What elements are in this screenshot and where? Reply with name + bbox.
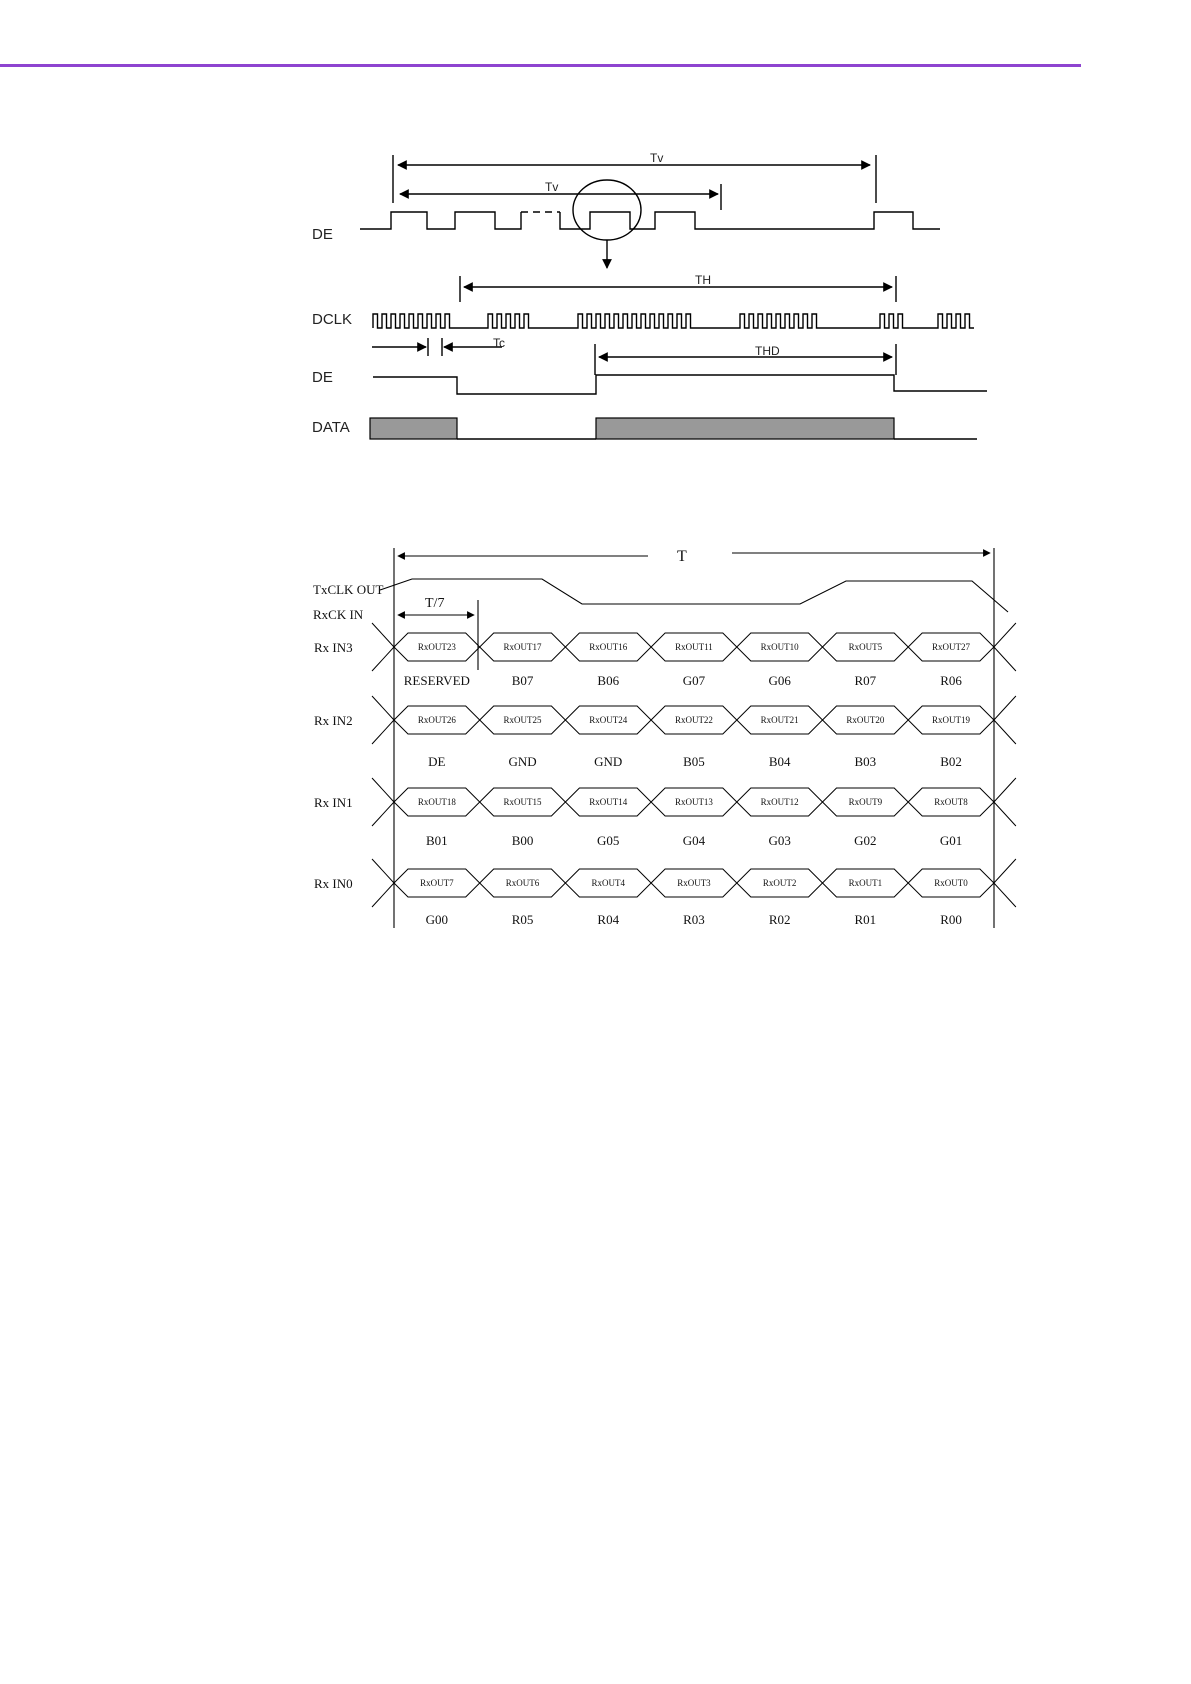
bit-assignment-label: G04 — [682, 833, 706, 848]
bit-assignment-label: R05 — [511, 912, 534, 927]
bit-assignment-label: GND — [508, 754, 537, 769]
bit-assignment-label: RESERVED — [403, 673, 470, 688]
bit-assignment-label: R03 — [683, 912, 705, 927]
txclk-waveform — [380, 579, 1008, 612]
bit-assignment-label: B06 — [597, 673, 620, 688]
bit-cell-label: RxOUT10 — [760, 642, 799, 652]
bit-cell-label: RxOUT27 — [932, 642, 971, 652]
bit-assignment-label: B04 — [768, 754, 791, 769]
lane-label: Rx IN3 — [314, 640, 353, 655]
lanes — [314, 623, 1016, 927]
bit-cell-label: RxOUT19 — [932, 715, 971, 725]
bit-assignment-label: R02 — [768, 912, 791, 927]
bit-assignment-label: GND — [594, 754, 623, 769]
lane-label: Rx IN2 — [314, 713, 353, 728]
bit-assignment-label: B05 — [683, 754, 705, 769]
bit-cell-label: RxOUT15 — [503, 797, 542, 807]
bit-cell-label: RxOUT1 — [848, 878, 883, 888]
bit-cell-label: RxOUT18 — [417, 797, 456, 807]
lane-left-crossing — [372, 778, 394, 826]
lane-label: Rx IN0 — [314, 876, 353, 891]
bit-assignment-label: R06 — [940, 673, 962, 688]
bit-assignment-label: DE — [428, 754, 446, 769]
thd-label: THD — [755, 344, 780, 358]
bit-assignment-label: R01 — [854, 912, 877, 927]
lane-left-crossing — [372, 696, 394, 744]
bit-cell-label: RxOUT7 — [420, 878, 454, 888]
bit-time-label: T/7 — [425, 596, 445, 611]
bit-cell-label: RxOUT4 — [591, 878, 625, 888]
bit-assignment-label: G07 — [682, 673, 706, 688]
bit-cell-label: RxOUT24 — [589, 715, 628, 725]
bit-assignment-label: B01 — [426, 833, 448, 848]
lane-left-crossing — [372, 859, 394, 907]
bit-cell-label: RxOUT20 — [846, 715, 885, 725]
dclk-label: DCLK — [312, 311, 353, 328]
bit-assignment-label: G02 — [854, 833, 877, 848]
lane-right-crossing — [994, 696, 1016, 744]
bit-cell-label: RxOUT17 — [503, 642, 542, 652]
bit-cell-label: RxOUT25 — [503, 715, 542, 725]
bit-cell-label: RxOUT0 — [934, 878, 968, 888]
bit-assignment-label: R04 — [597, 912, 620, 927]
bit-assignment-label: B03 — [854, 754, 877, 769]
rxck-label: RxCK IN — [313, 607, 364, 622]
lane-label: Rx IN1 — [314, 795, 353, 810]
bit-assignment-label: G03 — [768, 833, 791, 848]
data-label: DATA — [312, 419, 350, 436]
bit-cell-label: RxOUT16 — [589, 642, 628, 652]
bit-assignment-label: R07 — [854, 673, 877, 688]
de-bottom-label: DE — [312, 369, 333, 386]
th-label: TH — [695, 273, 711, 287]
tv-outer-label: Tv — [650, 151, 664, 165]
bit-cell-label: RxOUT5 — [848, 642, 883, 652]
bit-cell-label: RxOUT23 — [417, 642, 456, 652]
bit-cell-label: RxOUT2 — [762, 878, 797, 888]
bit-assignment-label: G05 — [597, 833, 620, 848]
bit-assignment-label: G06 — [768, 673, 791, 688]
bit-cell-label: RxOUT21 — [760, 715, 799, 725]
lane-right-crossing — [994, 778, 1016, 826]
bit-assignment-label: B00 — [511, 833, 534, 848]
bit-assignment-label: B02 — [940, 754, 962, 769]
de-top-label: DE — [312, 226, 333, 243]
lane-right-crossing — [994, 859, 1016, 907]
bit-cell-label: RxOUT22 — [674, 715, 713, 725]
lane-right-crossing — [994, 623, 1016, 671]
period-label: T — [677, 548, 687, 565]
bit-assignment-label: R00 — [940, 912, 962, 927]
bit-cell-label: RxOUT12 — [760, 797, 799, 807]
bit-cell-label: RxOUT13 — [674, 797, 713, 807]
bit-cell-label: RxOUT6 — [505, 878, 540, 888]
bit-cell-label: RxOUT3 — [677, 878, 711, 888]
tv-inner-label: Tv — [545, 180, 559, 194]
bit-cell-label: RxOUT8 — [934, 797, 968, 807]
bit-cell-label: RxOUT9 — [848, 797, 883, 807]
bit-assignment-label: B07 — [511, 673, 534, 688]
txclk-label: TxCLK OUT — [313, 582, 384, 597]
lane-left-crossing — [372, 623, 394, 671]
bit-cell-label: RxOUT11 — [675, 642, 713, 652]
bit-assignment-label: G01 — [939, 833, 963, 848]
bit-cell-label: RxOUT14 — [589, 797, 628, 807]
tc-label: Tc — [493, 336, 505, 350]
bit-cell-label: RxOUT26 — [417, 715, 456, 725]
bit-assignment-label: G00 — [425, 912, 449, 927]
